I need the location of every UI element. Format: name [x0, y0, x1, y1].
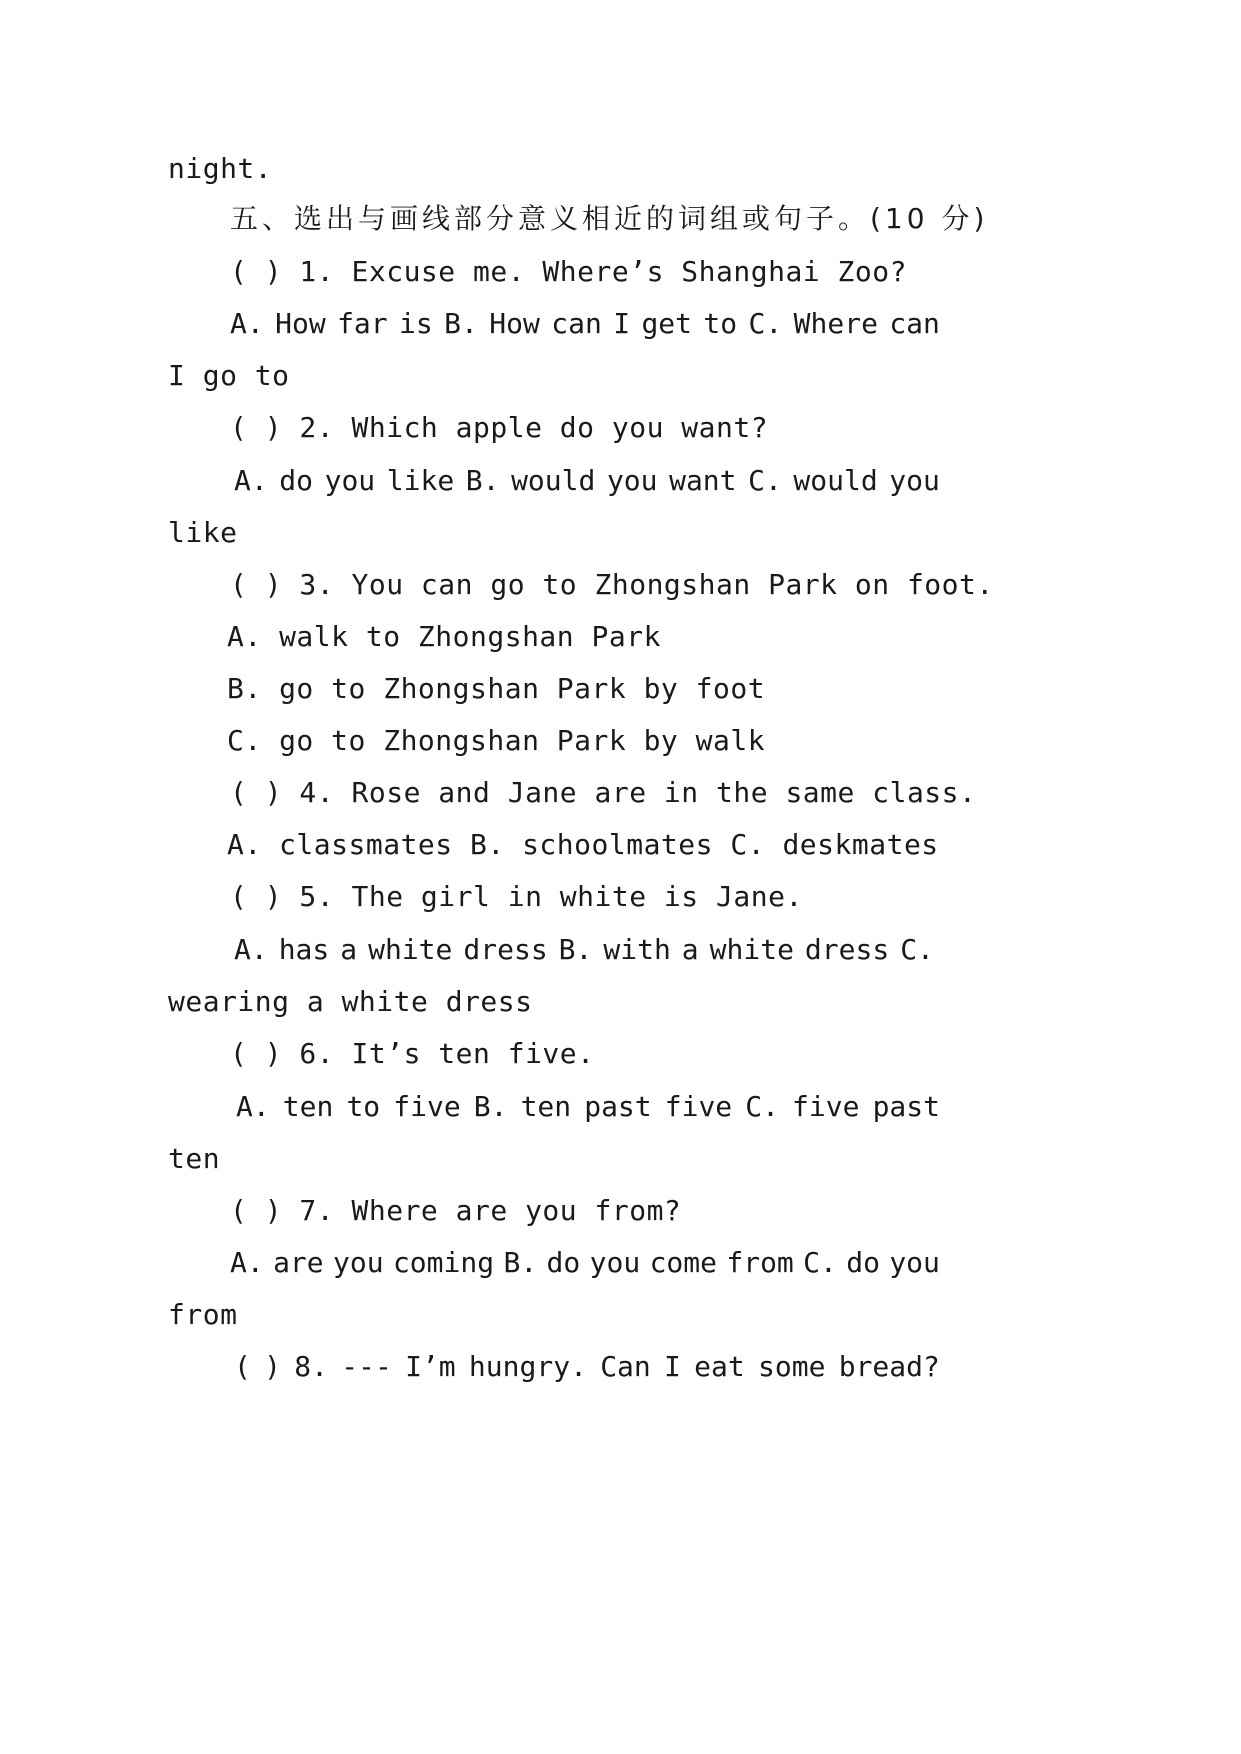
word: coming — [392, 1246, 495, 1279]
word: want — [669, 464, 737, 497]
word: B. — [465, 464, 500, 497]
question-1-options — [230, 307, 940, 341]
word: A. — [234, 464, 268, 497]
question-4-options: A. classmates B. schoolmates C. deskmates — [227, 828, 939, 861]
question-5-options — [234, 933, 934, 967]
question-3: ( ) 3. You can go to Zhongshan Park on foot. — [230, 568, 994, 601]
word: get — [641, 307, 693, 340]
word: a — [340, 933, 358, 966]
question-5-options-cont: wearing a white dress — [168, 985, 533, 1018]
word: dress — [804, 933, 890, 966]
word: five — [393, 1090, 461, 1123]
question-6: ( ) 6. It’s ten five. — [230, 1037, 595, 1070]
word: has — [278, 933, 330, 966]
question-1-options-cont: I go to — [168, 359, 290, 392]
word: hungry. — [468, 1350, 587, 1383]
question-7: ( ) 7. Where are you from? — [230, 1194, 682, 1227]
word: B. — [473, 1090, 508, 1123]
word: like — [386, 464, 455, 497]
word: B. — [503, 1246, 538, 1279]
word: you — [589, 1246, 641, 1279]
word: How — [275, 307, 326, 340]
word: far — [337, 307, 388, 340]
word: do — [279, 464, 314, 497]
word: ten — [282, 1090, 334, 1123]
question-6-options — [236, 1090, 940, 1124]
question-7-options — [230, 1246, 940, 1280]
word: come — [649, 1246, 717, 1279]
word: Can — [600, 1350, 651, 1383]
word: I — [613, 307, 631, 340]
word: white — [709, 933, 794, 966]
word: I — [664, 1350, 681, 1383]
word: 8. — [294, 1350, 328, 1383]
word: B. — [558, 933, 593, 966]
word: C. — [748, 307, 783, 340]
section-heading: 五、选出与画线部分意义相近的词组或句子。(10 分) — [230, 202, 989, 235]
question-1: ( ) 1. Excuse me. Where’s Shanghai Zoo? — [230, 255, 907, 288]
word: you — [324, 464, 376, 497]
question-8 — [234, 1350, 940, 1384]
word: would — [793, 464, 878, 497]
word: C. — [803, 1246, 837, 1279]
word: you — [606, 464, 658, 497]
question-3-option-b: B. go to Zhongshan Park by foot — [227, 672, 766, 705]
question-3-option-c: C. go to Zhongshan Park by walk — [227, 724, 766, 757]
word: white — [368, 933, 453, 966]
word: dress — [463, 933, 548, 966]
word: past — [872, 1090, 940, 1123]
word: ten — [520, 1090, 572, 1123]
word: B. — [444, 307, 478, 340]
word: from — [726, 1246, 794, 1279]
word: How — [489, 307, 540, 340]
word: do — [846, 1246, 880, 1279]
question-7-options-cont: from — [168, 1298, 238, 1331]
word: to — [703, 307, 738, 340]
word: you — [333, 1246, 384, 1279]
word: can — [551, 307, 602, 340]
word: do — [546, 1246, 581, 1279]
word: five — [664, 1090, 733, 1123]
text-line-night: night. — [168, 152, 273, 185]
word: a — [681, 933, 699, 966]
word: five — [792, 1090, 860, 1123]
word: Where — [793, 307, 878, 340]
word: can — [889, 307, 940, 340]
word: with — [603, 933, 671, 966]
word: you — [889, 1246, 940, 1279]
question-2-options — [234, 464, 940, 498]
question-3-option-a: A. walk to Zhongshan Park — [227, 620, 661, 653]
word: bread? — [838, 1350, 940, 1383]
word: A. — [230, 1246, 264, 1279]
word: would — [511, 464, 596, 497]
question-5: ( ) 5. The girl in white is Jane. — [230, 880, 803, 913]
question-2: ( ) 2. Which apple do you want? — [230, 411, 769, 444]
word: ( — [234, 1350, 251, 1383]
word: I’m — [405, 1350, 456, 1383]
question-4: ( ) 4. Rose and Jane are in the same class. — [230, 776, 977, 809]
word: A. — [236, 1090, 270, 1123]
word: --- — [341, 1350, 392, 1383]
word: C. — [748, 464, 782, 497]
word: past — [584, 1090, 652, 1123]
word: A. — [234, 933, 268, 966]
word: is — [399, 307, 433, 340]
word: some — [758, 1350, 826, 1383]
word: C. — [900, 933, 934, 966]
question-6-options-cont: ten — [168, 1142, 221, 1175]
question-2-options-cont: like — [168, 516, 238, 549]
word: A. — [230, 307, 264, 340]
word: C. — [745, 1090, 779, 1123]
word: ) — [264, 1350, 281, 1383]
word: eat — [694, 1350, 745, 1383]
word: to — [346, 1090, 381, 1123]
word: you — [889, 464, 940, 497]
word: are — [273, 1246, 324, 1279]
